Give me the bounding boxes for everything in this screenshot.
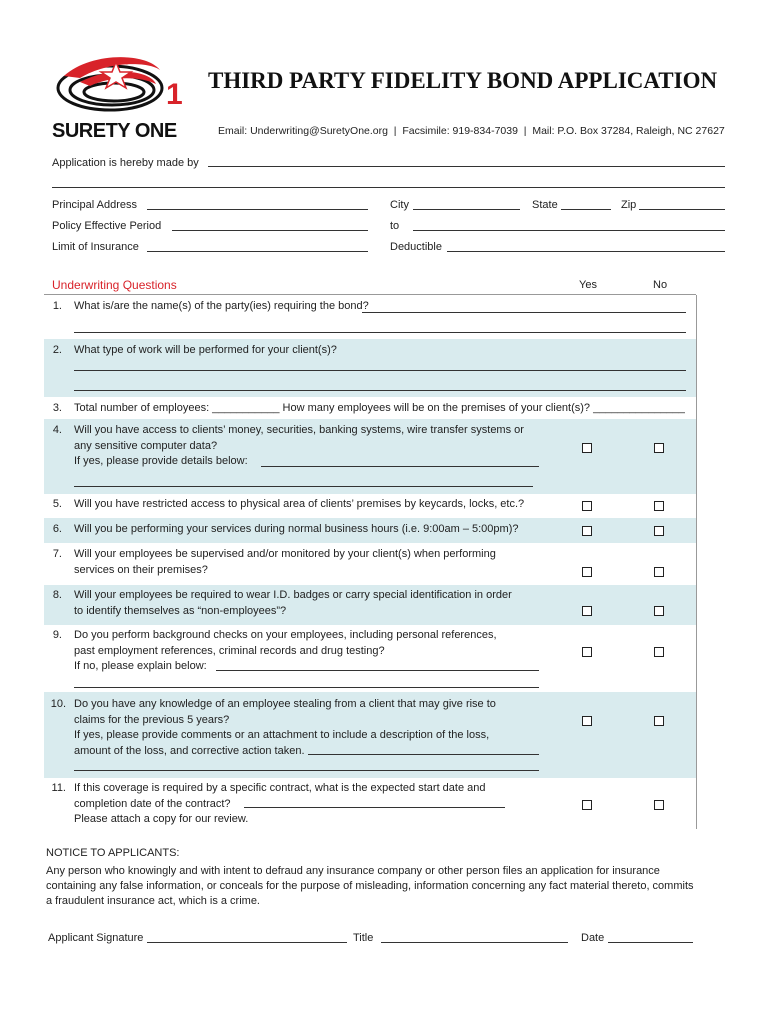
notice-line-3: a fraudulent insurance act, which is a crime.	[46, 895, 260, 907]
q10-comments-field[interactable]	[308, 754, 539, 755]
question-7-line-2: services on their premises?	[74, 563, 208, 576]
q6-no-checkbox[interactable]	[654, 526, 664, 536]
q2-answer-field[interactable]	[74, 370, 686, 371]
question-11-line-1: If this coverage is required by a specific contract, what is the expected start date and	[74, 782, 486, 794]
question-number: 6.	[52, 523, 62, 535]
q4-yes-checkbox[interactable]	[582, 443, 592, 453]
q4-details-field[interactable]	[261, 466, 539, 467]
question-5-text: Will you have restricted access to physical area of clients’ premises by keycards, locks, etc.?	[74, 498, 525, 510]
state-label: State	[532, 199, 558, 211]
q2-answer-field-2[interactable]	[74, 390, 686, 391]
made-by-field[interactable]	[208, 166, 725, 167]
surety-one-logo	[50, 48, 190, 144]
zip-label: Zip	[621, 199, 637, 211]
section-title: Underwriting Questions	[52, 278, 177, 292]
section-divider	[44, 294, 696, 295]
question-number: 4.	[52, 424, 62, 436]
q9-yes-checkbox[interactable]	[582, 647, 592, 657]
zip-field[interactable]	[639, 209, 725, 210]
question-8-line-1: Will your employees be required to wear I.D. badges or carry special identification in order	[74, 589, 512, 601]
question-10-line-3: If yes, please provide comments or an attachment to include a description of the loss,	[74, 729, 490, 741]
question-number: 10.	[50, 698, 66, 710]
title-label: Title	[353, 932, 374, 944]
notice-heading: NOTICE TO APPLICANTS:	[46, 847, 180, 859]
logo-badge: 1	[166, 78, 183, 111]
signature-field[interactable]	[147, 942, 347, 943]
policy-effective-label: Policy Effective Period	[52, 220, 162, 232]
question-number: 9.	[52, 629, 62, 641]
table-right-border	[696, 295, 697, 829]
yes-column-header: Yes	[579, 279, 597, 291]
q6-yes-checkbox[interactable]	[582, 526, 592, 536]
notice-line-1: Any person who knowingly and with intent to defraud any insurance company or other person files an application for insurance	[46, 865, 660, 877]
city-label: City	[390, 199, 409, 211]
q9-explain-field[interactable]	[216, 670, 539, 671]
limit-field[interactable]	[147, 251, 368, 252]
policy-effective-from-field[interactable]	[172, 230, 368, 231]
question-10-line-2: claims for the previous 5 years?	[74, 713, 230, 726]
q4-details-field-2[interactable]	[74, 486, 533, 487]
question-1-text: What is/are the name(s) of the party(ies) requiring the bond?	[74, 300, 369, 312]
question-11-line-2: completion date of the contract?	[74, 797, 231, 810]
q10-comments-field-2[interactable]	[74, 770, 539, 771]
question-10-line-4: amount of the loss, and corrective action taken.	[74, 744, 305, 757]
limit-label: Limit of Insurance	[52, 241, 139, 253]
logo-text: SURETY ONE	[52, 120, 177, 142]
notice-line-2: containing any false information, or conceals for the purpose of misleading, information concerning any fact material thereto, commits	[46, 880, 694, 892]
question-number: 3.	[52, 402, 62, 414]
state-field[interactable]	[561, 209, 611, 210]
q11-dates-field[interactable]	[244, 807, 505, 808]
policy-effective-to-field[interactable]	[413, 230, 725, 231]
question-9-line-3: If no, please explain below:	[74, 660, 207, 672]
question-10-line-1: Do you have any knowledge of an employee stealing from a client that may give rise to	[74, 698, 496, 710]
q9-no-checkbox[interactable]	[654, 647, 664, 657]
title-field[interactable]	[381, 942, 568, 943]
q10-yes-checkbox[interactable]	[582, 716, 592, 726]
question-number: 1.	[52, 300, 62, 312]
question-2-text: What type of work will be performed for your client(s)?	[74, 344, 337, 356]
q8-no-checkbox[interactable]	[654, 606, 664, 616]
no-column-header: No	[653, 279, 668, 291]
question-7-line-1: Will your employees be supervised and/or monitored by your client(s) when performing	[74, 548, 496, 560]
to-label: to	[390, 220, 400, 232]
question-9-line-2: past employment references, criminal records and drug testing?	[74, 644, 385, 657]
q1-answer-field-2[interactable]	[74, 332, 686, 333]
date-label: Date	[581, 932, 605, 944]
question-4-line-3: If yes, please provide details below:	[74, 455, 248, 467]
question-9-line-1: Do you perform background checks on your employees, including personal references,	[74, 629, 497, 641]
question-6-text: Will you be performing your services during normal business hours (i.e. 9:00am – 5:00pm)?	[74, 523, 519, 535]
question-4-line-2: any sensitive computer data?	[74, 439, 218, 452]
page-title: THIRD PARTY FIDELITY BOND APPLICATION	[208, 68, 718, 93]
q8-yes-checkbox[interactable]	[582, 606, 592, 616]
q11-yes-checkbox[interactable]	[582, 800, 592, 810]
q9-explain-field-2[interactable]	[74, 687, 539, 688]
q5-yes-checkbox[interactable]	[582, 501, 592, 511]
contact-info: Email: Underwriting@SuretyOne.org | Facsimile: 919-834-7039 | Mail: P.O. Box 37284, Raleigh, NC 27627	[218, 125, 725, 137]
deductible-field[interactable]	[447, 251, 725, 252]
date-field[interactable]	[608, 942, 693, 943]
question-number: 8.	[52, 589, 62, 601]
city-field[interactable]	[413, 209, 520, 210]
q5-no-checkbox[interactable]	[654, 501, 664, 511]
deductible-label: Deductible	[390, 241, 442, 253]
q1-answer-field[interactable]	[362, 312, 686, 313]
made-by-label: Application is hereby made by	[52, 157, 199, 169]
question-11-line-3: Please attach a copy for our review.	[74, 813, 249, 825]
principal-address-field[interactable]	[147, 209, 368, 210]
principal-address-label: Principal Address	[52, 199, 137, 211]
q7-no-checkbox[interactable]	[654, 567, 664, 577]
q11-no-checkbox[interactable]	[654, 800, 664, 810]
question-3-text: Total number of employees: ___________ How many employees will be on the premises of your client(s)? _______________	[74, 402, 685, 414]
question-number: 7.	[52, 548, 62, 560]
question-8-line-2: to identify themselves as “non-employees”?	[74, 604, 287, 617]
question-4-line-1: Will you have access to clients’ money, securities, banking systems, wire transfer systems or	[74, 424, 524, 436]
question-number: 2.	[52, 344, 62, 356]
question-number: 5.	[52, 498, 62, 510]
made-by-field-2[interactable]	[52, 187, 725, 188]
q10-no-checkbox[interactable]	[654, 716, 664, 726]
signature-label: Applicant Signature	[48, 932, 144, 944]
question-number: 11.	[51, 782, 66, 794]
q7-yes-checkbox[interactable]	[582, 567, 592, 577]
q4-no-checkbox[interactable]	[654, 443, 664, 453]
